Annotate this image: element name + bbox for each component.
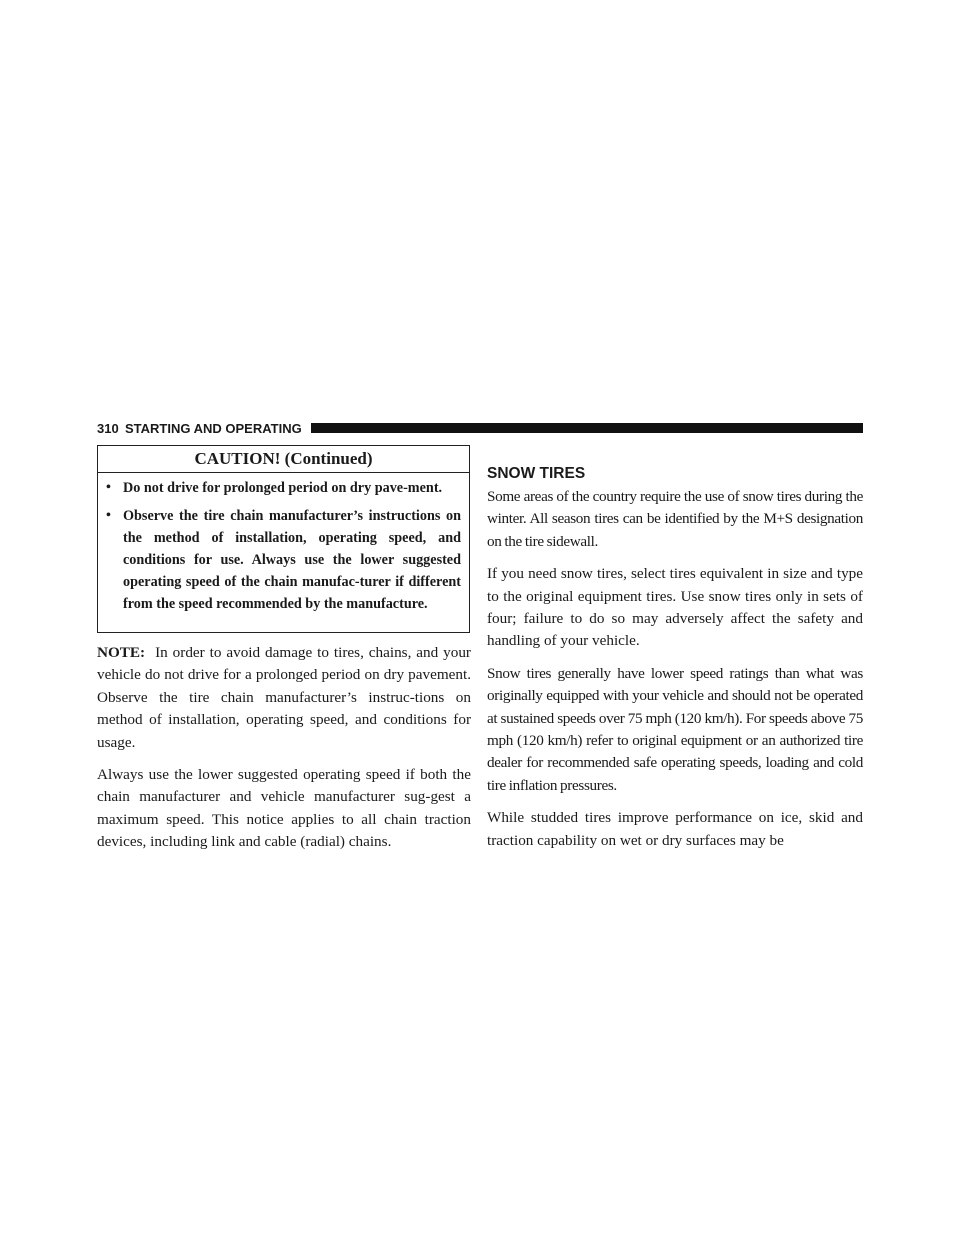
caution-title: CAUTION! (Continued)	[98, 446, 469, 473]
note-text: In order to avoid damage to tires, chains, and your vehicle do not drive for a prolonged period on dry pavement. Observe the tire chain manufacturer’s instruc-tions on method of installation, operating speed, and conditions for usage.	[97, 644, 471, 751]
right-column	[487, 464, 863, 862]
caution-item	[106, 477, 461, 499]
page-header	[97, 420, 863, 438]
bullet-icon: •	[106, 480, 111, 495]
section-title: STARTING AND OPERATING	[125, 421, 302, 436]
header-rule	[311, 423, 863, 433]
body-paragraph: Snow tires generally have lower speed ratings than what was originally equipped with your vehicle and should not be operated at sustained speeds over 75 mph (120 km/h). For speeds above 75 mph (120 km/h) refer to original equipment or an authorized tire dealer for recommended safe operating speeds, loading and cold tire inflation pressures.	[487, 664, 863, 794]
caution-item-text: Observe the tire chain manufacturer’s instructions on the method of installation, operating speed, and conditions for use. Always use the lower suggested operating speed of the chain manufac-turer if different from the speed recommended by the manufacture.	[123, 508, 461, 612]
caution-box	[97, 445, 470, 633]
left-column	[97, 642, 471, 864]
caution-item-text: Do not drive for prolonged period on dry pave-ment.	[123, 480, 443, 496]
caution-item	[106, 505, 461, 615]
page-number: 310	[97, 421, 119, 436]
caution-list	[98, 473, 469, 615]
body-paragraph: Some areas of the country require the use of snow tires during the winter. All season tires can be identified by the M+S designation on the tire sidewall.	[487, 488, 863, 550]
note-label: NOTE:	[97, 644, 146, 661]
chain-speed-paragraph: Always use the lower suggested operating speed if both the chain manufacturer and vehicle manufacturer sug-gest a maximum speed. This notice applies to all chain traction devices, including link and cable (radial) chains.	[97, 766, 471, 851]
snow-tires-heading: SNOW TIRES	[487, 465, 586, 482]
body-paragraph: If you need snow tires, select tires equivalent in size and type to the original equipment tires. Use snow tires only in sets of four; failure to do so may adversely affect the safety and handling of your vehicle.	[487, 565, 863, 650]
note-paragraph	[97, 642, 471, 754]
body-paragraph: While studded tires improve performance on ice, skid and traction capability on wet or dry surfaces may be	[487, 809, 863, 849]
bullet-icon: •	[106, 508, 111, 523]
